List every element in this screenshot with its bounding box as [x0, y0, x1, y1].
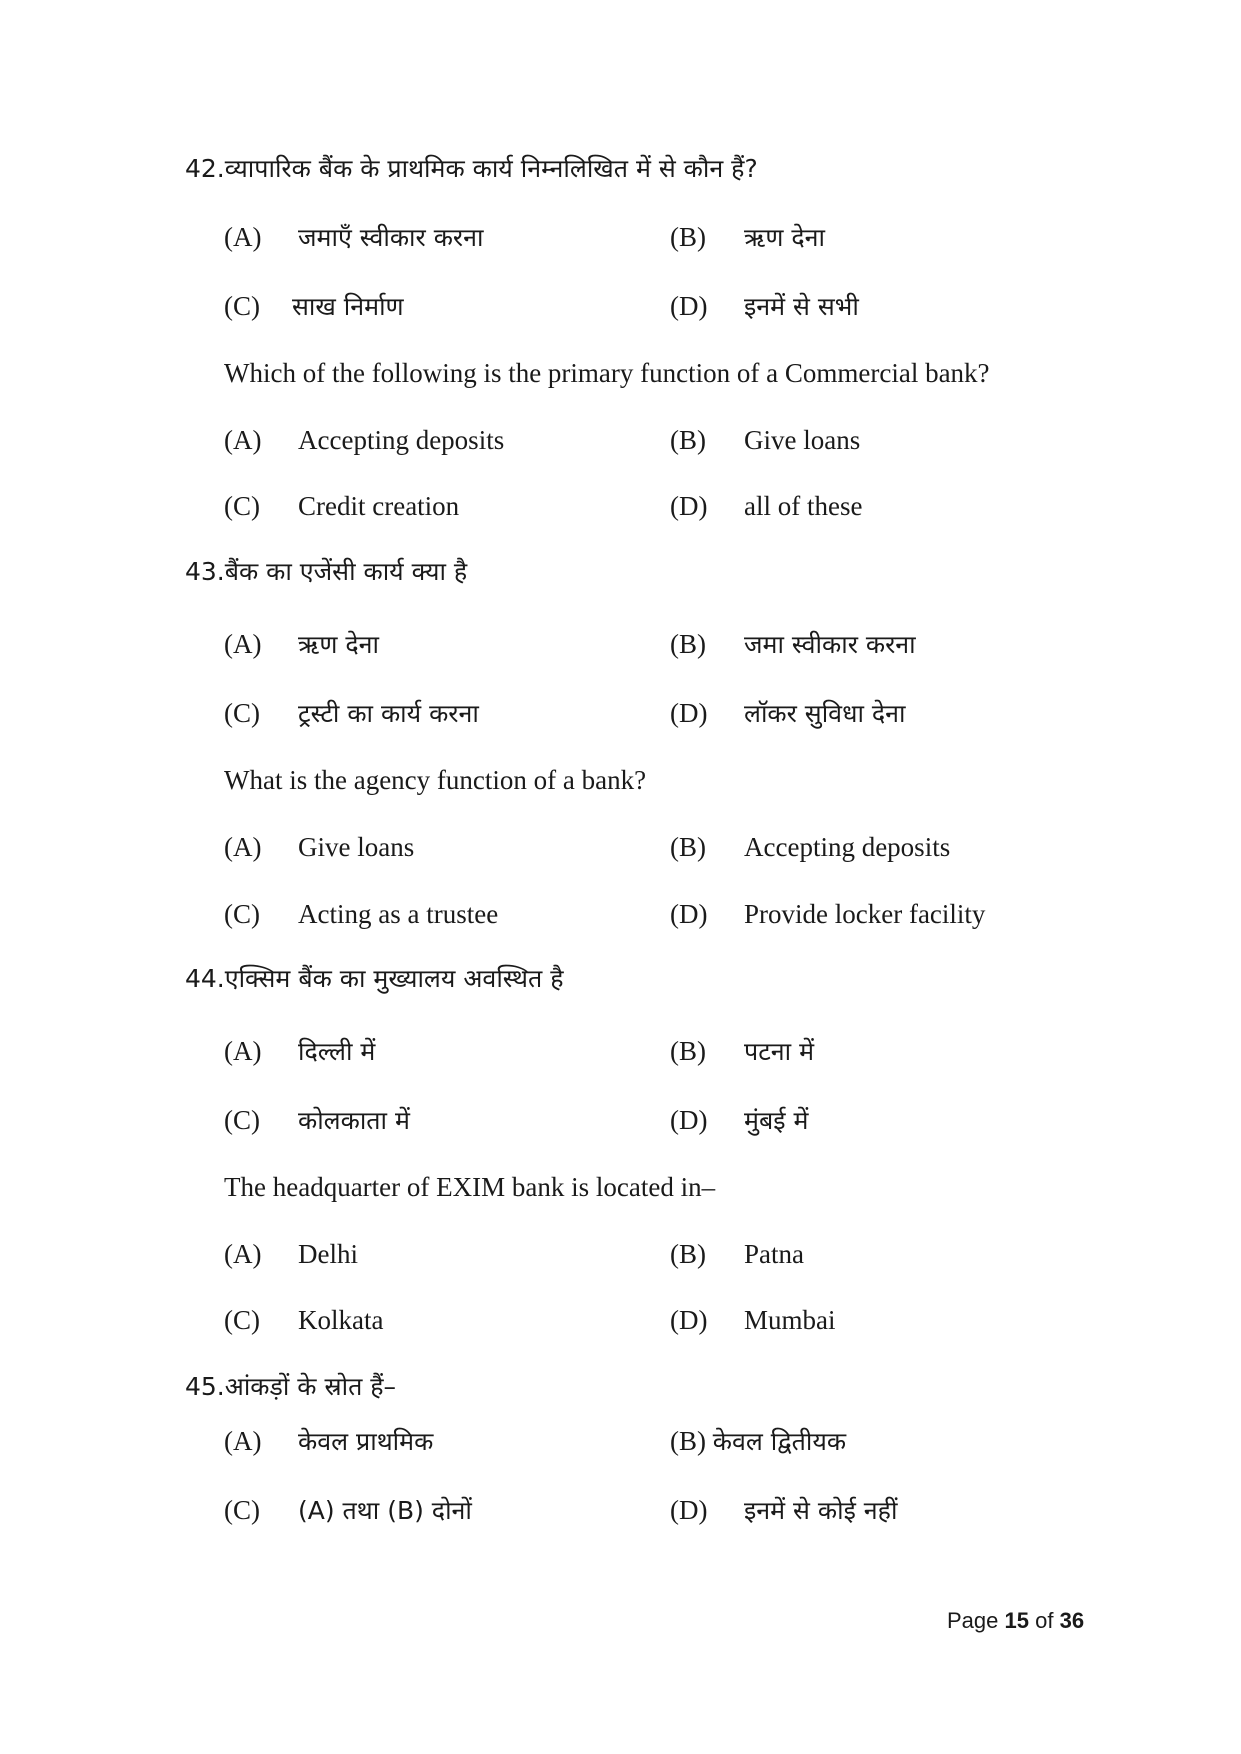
q42-hi-option-c: (C) साख निर्माण	[224, 291, 404, 321]
q42-en-option-b: (B) Give loans	[670, 425, 861, 455]
q43-hi-option-c: (C) ट्रस्टी का कार्य करना	[224, 698, 479, 728]
q45-hi-option-b: (B) केवल द्वितीयक	[670, 1426, 847, 1456]
q44-en-option-a: (A) Delhi	[224, 1239, 358, 1269]
q43-hi-option-d: (D) लॉकर सुविधा देना	[670, 698, 906, 728]
q43-en-option-c: (C) Acting as a trustee	[224, 899, 499, 929]
q45-hi-option-c: (C) (A) तथा (B) दोनों	[224, 1495, 472, 1525]
question-42-english: Which of the following is the primary function of a Commercial bank?	[224, 358, 990, 388]
q44-en-option-d: (D) Mumbai	[670, 1305, 836, 1335]
q43-en-option-d: (D) Provide locker facility	[670, 899, 986, 929]
q42-en-option-a: (A) Accepting deposits	[224, 425, 505, 455]
q45-hi-option-a: (A) केवल प्राथमिक	[224, 1426, 434, 1456]
q42-en-option-c: (C) Credit creation	[224, 491, 460, 521]
q44-hi-option-a: (A) दिल्ली में	[224, 1036, 376, 1066]
q44-en-option-b: (B) Patna	[670, 1239, 804, 1269]
q45-hi-option-d: (D) इनमें से कोई नहीं	[670, 1495, 898, 1525]
question-45-hindi: 45.आंकड़ों के स्रोत हैं–	[185, 1372, 397, 1401]
question-43-hindi: 43.बैंक का एजेंसी कार्य क्या है	[185, 557, 468, 586]
q44-en-option-c: (C) Kolkata	[224, 1305, 384, 1335]
q43-hi-option-a: (A) ऋण देना	[224, 629, 379, 659]
question-44-hindi: 44.एक्सिम बैंक का मुख्यालय अवस्थित है	[185, 964, 564, 993]
page-number: Page 15 of 36	[947, 1608, 1085, 1633]
question-43-english: What is the agency function of a bank?	[224, 765, 647, 795]
q42-en-option-d: (D) all of these	[670, 491, 863, 521]
question-42-hindi: 42.व्यापारिक बैंक के प्राथमिक कार्य निम्नलिखित में से कौन हैं?	[185, 154, 758, 183]
q43-hi-option-b: (B) जमा स्वीकार करना	[670, 629, 916, 659]
q43-en-option-b: (B) Accepting deposits	[670, 832, 951, 862]
q44-hi-option-c: (C) कोलकाता में	[224, 1105, 410, 1135]
question-44-english: The headquarter of EXIM bank is located in–	[224, 1172, 716, 1202]
q42-hi-option-d: (D) इनमें से सभी	[670, 291, 859, 321]
q42-hi-option-b: (B) ऋण देना	[670, 222, 825, 252]
q43-en-option-a: (A) Give loans	[224, 832, 415, 862]
q44-hi-option-d: (D) मुंबई में	[670, 1105, 809, 1135]
q44-hi-option-b: (B) पटना में	[670, 1036, 815, 1066]
q42-hi-option-a: (A) जमाएँ स्वीकार करना	[224, 222, 484, 252]
